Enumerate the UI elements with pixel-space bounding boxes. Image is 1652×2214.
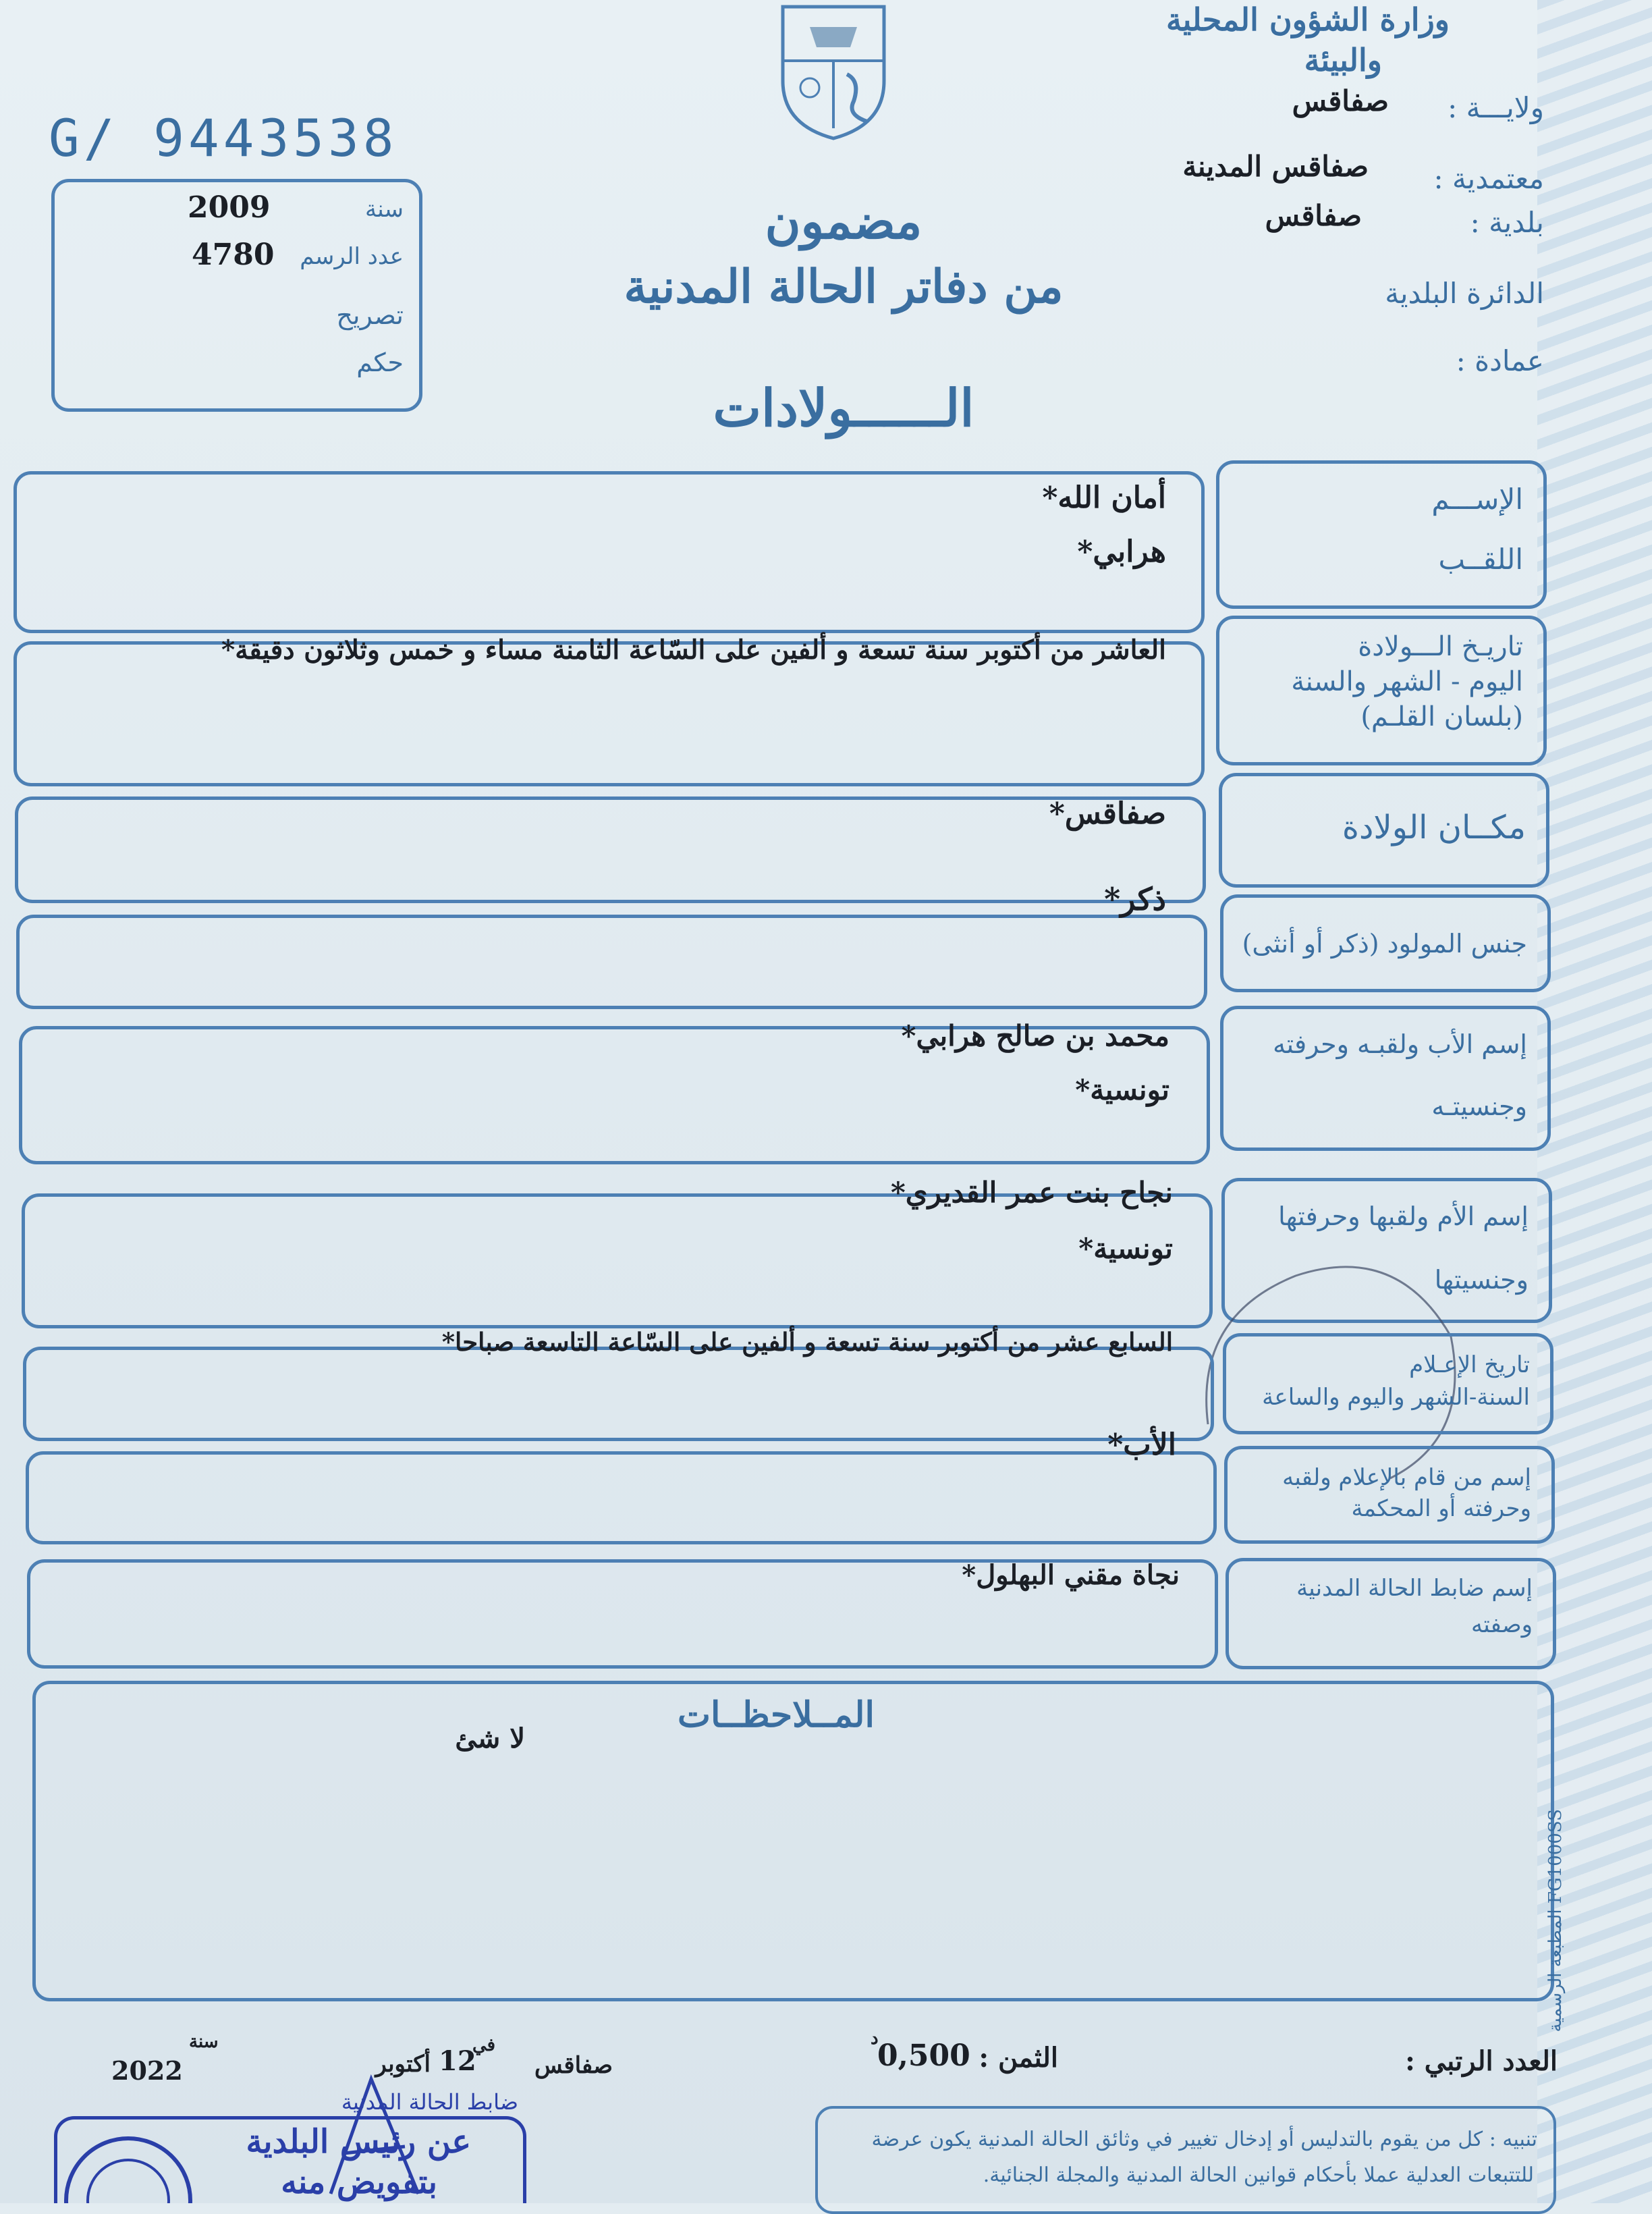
price-unit: د xyxy=(871,2028,879,2049)
birth-date-label: تاريـخ الـــولادة xyxy=(1358,631,1523,662)
declaration-date-label: تاريخ الإعـلام xyxy=(1409,1351,1530,1378)
birth-date-sublabel: اليوم - الشهر والسنة xyxy=(1291,666,1523,697)
sex-label: جنس المولود (ذكر أو أنثى) xyxy=(1242,929,1527,959)
footer-place: صفاقس xyxy=(534,2052,613,2079)
coat-of-arms-icon xyxy=(769,0,898,142)
price-label: الثمن : xyxy=(979,2042,1058,2074)
price-value: 0,500 xyxy=(877,2039,970,2073)
name-label-box xyxy=(1216,460,1547,609)
baladia-value: صفاقس xyxy=(1265,199,1362,232)
document-subtitle: من دفاتر الحالة المدنية xyxy=(624,260,1064,314)
warning-line2: للتتبعات العدلية عملا بأحكام قوانين الحالة المدنية والمجلة الجنائية. xyxy=(983,2163,1534,2187)
declaration-date-value-box xyxy=(23,1347,1214,1441)
declarant-label: إسم من قام بالإعلام ولقبه xyxy=(1282,1464,1531,1491)
footer-year: 2022 xyxy=(111,2055,183,2086)
document-title: مضمون xyxy=(765,192,923,250)
reg-number-value: 4780 xyxy=(192,238,275,272)
birth-date-label-box xyxy=(1216,616,1547,765)
side-print-text: المطبعة الرسمية FG1000SS xyxy=(1545,1809,1566,2032)
mother-value-box xyxy=(22,1193,1213,1328)
reg-year-value: 2009 xyxy=(188,190,271,225)
mootamadia-value: صفاقس المدينة xyxy=(1182,150,1369,183)
footer-day: 12 xyxy=(439,2045,476,2077)
wilaya-label: ولايـــة : xyxy=(1448,91,1544,124)
father-label-line2: وجنسيتـه xyxy=(1431,1091,1527,1121)
remarks-value: لا شئ xyxy=(455,1723,525,1754)
birth-place-label: مكــان الولادة xyxy=(1342,809,1526,846)
stamp-text-line2: بتفويض منه xyxy=(281,2163,437,2201)
officer-value: نجاة مقني البهلول* xyxy=(962,1559,1180,1591)
stamp-text-line1: عن رئيس البلدية xyxy=(246,2123,471,2161)
remarks-title: المــلاحظــات xyxy=(678,1694,875,1735)
baladia-label: بلدية : xyxy=(1470,206,1544,239)
officer-label-line2: وصفته xyxy=(1471,1611,1533,1638)
serial-number-label: العدد الرتبي : xyxy=(1405,2045,1558,2077)
signature-icon xyxy=(317,2066,439,2203)
declaration-date-label-box xyxy=(1223,1333,1553,1434)
sex-value: ذكر* xyxy=(1104,881,1166,917)
declarant-label-line2: وحرفته أو المحكمة xyxy=(1351,1495,1531,1522)
father-label: إسم الأب ولقبـه وحرفته xyxy=(1273,1029,1527,1059)
warning-line1: تنبيه : كل من يقوم بالتدليس أو إدخال تغيير في وثائق الحالة المدنية يكون عرضة xyxy=(871,2128,1537,2151)
declarant-value-box xyxy=(26,1451,1217,1544)
birth-place-value: صفاقس* xyxy=(1049,796,1166,831)
father-label-box xyxy=(1220,1006,1551,1151)
section-title: الــــــولادات xyxy=(713,378,974,438)
reg-number-label: عدد الرسم xyxy=(300,243,404,270)
ministry-name-line2: والبيئة xyxy=(1304,42,1382,78)
name-label: الإســـم xyxy=(1431,483,1523,516)
surname-label: اللقــب xyxy=(1438,543,1523,576)
officer-title-text: ضابط الحالة المدنية xyxy=(341,2089,518,2115)
reg-judgment-label: حكم xyxy=(356,348,404,377)
stamp-seal-icon xyxy=(61,2126,196,2203)
first-name-value: أمان الله* xyxy=(1042,481,1166,515)
mother-label-line2: وجنسيتها xyxy=(1434,1265,1529,1295)
omada-label: عمادة : xyxy=(1456,344,1544,377)
mother-name-value: نجاح بنت عمر القديري* xyxy=(890,1176,1173,1209)
surname-value: هرابي* xyxy=(1077,535,1166,569)
declarant-value: الأب* xyxy=(1107,1428,1176,1462)
declaration-date-sublabel: السنة-الشهر واليوم والساعة xyxy=(1262,1384,1530,1411)
mother-label: إسم الأم ولقبها وحرفتها xyxy=(1278,1202,1529,1231)
warning-box xyxy=(815,2106,1556,2214)
declarant-label-box xyxy=(1224,1446,1555,1544)
footer-month: أكتوبر xyxy=(375,2051,431,2078)
wilaya-value: صفاقس xyxy=(1292,84,1389,117)
name-value-box xyxy=(13,471,1205,633)
serial-number: G/ 9443538 xyxy=(49,108,398,168)
footer-day-prefix: في xyxy=(472,2035,496,2055)
officer-label: إسم ضابط الحالة المدنية xyxy=(1296,1575,1533,1602)
birth-date-value: العاشر من أكتوبر سنة تسعة و ألفين على السّاعة الثامنة مساء و خمس وثلاثون دقيقة* xyxy=(221,634,1166,666)
declaration-date-value: السابع عشر من أكتوبر سنة تسعة و ألفين على السّاعة التاسعة صباحا* xyxy=(441,1327,1173,1357)
reg-year-label: سنة xyxy=(365,196,404,223)
birth-date-note: (بلسان القلـم) xyxy=(1360,701,1523,732)
footer-year-label: سنة xyxy=(189,2032,219,2052)
sex-label-box xyxy=(1220,894,1551,992)
birth-place-value-box xyxy=(15,796,1206,903)
ministry-name: وزارة الشؤون المحلية xyxy=(1166,1,1450,38)
father-name-value: محمد بن صالح هرابي* xyxy=(901,1019,1169,1052)
reg-declaration-label: تصريح xyxy=(336,300,404,330)
mootamadia-label: معتمدية : xyxy=(1433,162,1544,195)
mother-nationality-value: تونسية* xyxy=(1078,1232,1173,1265)
daira-label: الدائرة البلدية xyxy=(1385,277,1544,310)
father-nationality-value: تونسية* xyxy=(1075,1073,1169,1106)
officer-label-box xyxy=(1226,1558,1556,1669)
birth-place-label-box xyxy=(1219,773,1549,888)
sex-value-box xyxy=(16,915,1207,1009)
